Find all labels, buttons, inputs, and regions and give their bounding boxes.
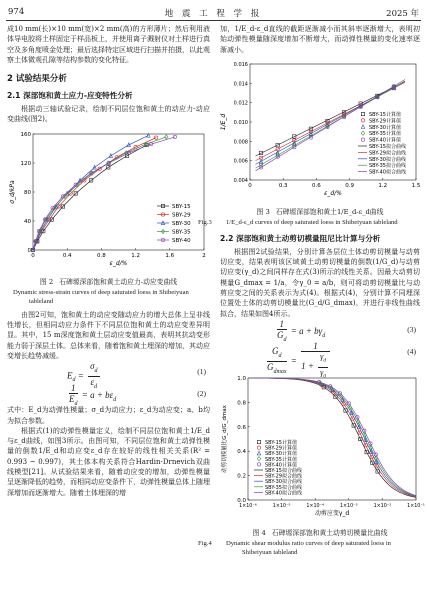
header-rule: [6, 20, 421, 21]
y-tick-label: 160: [20, 131, 31, 138]
y-tick-label: 1.0: [237, 375, 246, 382]
figure-3: [198, 58, 421, 227]
x-tick-label: 1×10⁻⁵: [272, 503, 291, 509]
modulus-ratio-chart: [220, 372, 425, 524]
running-header: [0, 0, 427, 22]
y-axis-label: 1/E_d: [220, 113, 227, 131]
figure-caption-en: Fig.4 Dynamic shear modulus ratio curves of deep saturated loess in Shibeiyuan tableland: [198, 539, 391, 556]
y-tick-label: 0.014: [233, 81, 248, 88]
legend-label: SBY-15: [172, 203, 191, 210]
x-tick-label: 1.5: [411, 182, 421, 189]
page-number: 974: [8, 7, 25, 17]
y-tick-label: 0.008: [233, 139, 248, 146]
caption-number: 图 2: [39, 277, 54, 286]
y-tick-label: 0.8: [237, 400, 246, 407]
issue-year: 2025 年: [386, 9, 419, 19]
legend-label: SBY-15拟合曲线: [265, 467, 302, 474]
x-tick-label: 0.8: [97, 252, 106, 259]
y-tick-label: 0.6: [237, 424, 246, 431]
y-axis-label: 动剪切模量比G_d/G_dmax: [222, 405, 228, 473]
intro-paragraph: 成10 mm(长)×10 mm(宽)×2 mm(高)的方形薄片；然后利用液体导电胶将土样固定于样品板上，并使用离子溅射仪对土样进行真空及多角度喷金处理；最后选择特定区域进行扫描并拍摄，以此观察土体微观孔隙等结构参数的变化特征。: [7, 25, 210, 64]
legend-label: SBY-30计算值: [369, 124, 401, 131]
paragraph: 根据动三轴试验记录，绘制不同层位饱和黄土的动应力-动应变曲线(图2)。: [7, 105, 210, 124]
equation-number: (4): [407, 346, 416, 356]
legend-label: SBY-40计算值: [369, 137, 401, 144]
y-tick-label: 0.006: [233, 158, 248, 165]
data-point: [257, 440, 260, 443]
x-tick-label: 1.2: [131, 252, 140, 259]
legend-label: SBY-35拟合曲线: [265, 484, 302, 491]
legend-label: SBY-35计算值: [265, 456, 297, 463]
figure-4: [198, 372, 425, 557]
data-point: [361, 131, 364, 135]
y-tick-label: 0.4: [237, 449, 246, 456]
data-point: [165, 135, 168, 139]
data-point: [361, 138, 364, 141]
x-tick-label: 1×10⁻⁶: [239, 503, 257, 509]
data-point: [257, 463, 260, 466]
figure-caption-en: Fig.3 1/E_d-ε_d curves of deep saturated loess in Shibeiyuan tableland: [198, 218, 398, 226]
figure-caption-cn: [7, 278, 210, 287]
data-point: [257, 446, 260, 449]
y-tick-label: 120: [20, 160, 31, 167]
y-tick-label: 0.0: [237, 497, 246, 504]
caption-text: 石碑塬深部饱和黄土动应力-动应变曲线: [59, 277, 178, 286]
data-point: [361, 119, 364, 122]
y-tick-label: 0.2: [237, 473, 246, 480]
legend-label: SBY-29拟合曲线: [369, 150, 406, 157]
legend-label: SBY-40拟合曲线: [265, 490, 302, 497]
subsection-heading: 2.2 深部饱和黄土动剪切模量阻尼比计算与分析: [220, 233, 381, 243]
figure-caption-cn: [220, 208, 420, 217]
equation-number: (2): [197, 389, 206, 399]
x-tick-label: 1.2: [378, 182, 388, 189]
subsection-heading: 2.1 深部饱和黄土应力-应变特性分析: [7, 91, 133, 101]
paragraph: 根据式(1)的动弹性模量定义，绘制不同层位饱和黄土1/E_d与ε_d曲线，如图3所示。由图可知，不同层位饱和黄土动弹性模量的倒数1/E_d和动应变ε_d存在较好的线性相关关系(R² = 0.993 ~ 0.997)，其土体本构关系符合Hardin-Drnevich双曲线模型[21]。从试验结果来看，随着动应变的增加，动弹性模量呈逐渐降低的趋势，而相同动应变条件下，动弹性模量总体上随埋深增加而逐渐增大。随着土体埋深的增: [7, 426, 210, 497]
legend-label: SBY-30计算值: [265, 451, 297, 458]
y-tick-label: 0.016: [233, 61, 248, 68]
legend-label: SBY-30: [172, 220, 191, 227]
legend-label: SBY-29计算值: [265, 445, 297, 452]
y-axis-label: σ_d/kPa: [9, 180, 16, 204]
equation-2: $\frac{1}{E_d}$ = $a + b\varepsilon_d$ (2): [69, 383, 206, 408]
legend-label: SBY-15拟合曲线: [369, 143, 406, 150]
x-tick-label: 0.6: [312, 182, 321, 189]
paragraph: 根据图2试验结果，分别计算各层位土体动剪切模量与动剪切应变，结果表明该区域黄土动剪切模量的倒数(1/G_d)与动剪切应变(γ_d)之间同样存在式(3)所示的线性关系。因最大动剪切模量G_dmax = 1/a，令γ_0 = a/b，则可将动剪切模量比与动剪应变之间的关系表示为式(4)。根据式(4)，分别计算不同埋深位置处土体的动剪切模量比(G_d/G_dmax)，并进行非线性曲线拟合，结果如图4所示。: [220, 247, 420, 318]
legend-label: SBY-29拟合曲线: [265, 473, 302, 480]
y-tick-label: 40: [24, 218, 31, 225]
x-tick-label: 2: [202, 252, 206, 259]
x-tick-label: 0: [248, 182, 252, 189]
y-tick-label: 0.012: [233, 100, 248, 107]
x-tick-label: 1×10⁻³: [339, 503, 358, 509]
intro-paragraph: 加，1/E_d-ε_d直线的截距逐渐减小而其斜率逐渐增大，表明初始动弹性模量随深度增加不断增大，而动弹性模量的变化速率逐渐减小。: [220, 25, 420, 54]
equation-number: (1): [197, 367, 206, 377]
section-heading: 2 试验结果分析: [7, 74, 67, 85]
x-axis-label: ε_d/%: [109, 259, 128, 267]
caption-text: 石碑塬深部饱和黄土1/E_d-ε_d曲线: [275, 207, 384, 216]
x-tick-label: 0.4: [62, 252, 72, 259]
y-tick-label: 0.010: [233, 119, 248, 126]
figure-caption-en: [7, 288, 210, 306]
data-point: [257, 451, 260, 455]
legend-label: SBY-40计算值: [265, 462, 297, 469]
x-tick-label: 1×10⁻²: [373, 503, 392, 509]
paragraph: 式中：E_d为动弹性模量；σ_d为动应力；ε_d为动应变；a、b均为拟合参数。: [7, 406, 210, 425]
x-axis-label: ε_d/%: [324, 189, 342, 197]
left-column: [7, 24, 210, 498]
series-line: [33, 145, 147, 250]
stress-strain-chart: [7, 128, 210, 273]
data-point: [361, 125, 364, 129]
y-tick-label: 0: [27, 247, 31, 254]
x-tick-label: 1×10⁻⁴: [306, 503, 325, 509]
legend-label: SBY-30拟合曲线: [369, 156, 406, 163]
journal-title: 地 震 工 程 学 报: [164, 9, 263, 19]
x-tick-label: 0.3: [278, 182, 288, 189]
caption-text: Dynamic stress-strain curves of deep saturated loess in Shibeiyuan tableland: [13, 288, 189, 305]
legend-label: SBY-30拟合曲线: [265, 479, 302, 486]
equation-3: $\frac{1}{G_d}$ = $a + b\gamma_d$ (3): [277, 318, 416, 343]
legend-label: SBY-40: [172, 237, 191, 244]
y-tick-label: 80: [24, 189, 31, 196]
x-tick-label: 0: [31, 252, 35, 259]
legend-label: SBY-29: [172, 212, 191, 219]
y-tick-label: 0.004: [233, 177, 248, 184]
x-axis-label: 动剪应变γ_d: [314, 509, 350, 517]
figure-2: [7, 128, 210, 306]
series-line: [33, 137, 166, 250]
data-point: [257, 457, 260, 461]
legend-label: SBY-15计算值: [265, 439, 297, 446]
equation-number: (3): [407, 324, 416, 334]
x-tick-label: 1×10⁻¹: [407, 503, 425, 509]
equation-4: $\frac{G_d}{G_{dmax}}$ = 1 1 + $\frac{\gamma_d}{\gamma_0}$ (4): [267, 340, 416, 380]
right-column: [198, 24, 425, 557]
data-point: [361, 112, 364, 115]
legend-label: SBY-35拟合曲线: [369, 163, 406, 170]
caption-text: Dynamic shear modulus ratio curves of deep saturated loess in Shibeiyuan tableland: [226, 539, 391, 556]
legend-label: SBY-29计算值: [369, 118, 401, 125]
legend-label: SBY-40拟合曲线: [369, 169, 406, 176]
caption-text: 1/E_d-ε_d curves of deep saturated loess in Shibeiyuan tableland: [226, 218, 398, 226]
caption-text: 石碑塬深部饱和黄土动剪切模量比曲线: [271, 528, 388, 537]
series-line: [33, 137, 156, 249]
caption-number: 图 4: [252, 528, 266, 537]
legend-label: SBY-35: [172, 229, 191, 236]
figure-caption-cn: [220, 529, 420, 538]
x-tick-label: 0.9: [345, 182, 354, 189]
legend-label: SBY-35计算值: [369, 131, 401, 138]
legend-label: SBY-15计算值: [369, 111, 401, 118]
caption-number: 图 3: [256, 207, 270, 216]
x-tick-label: 1.6: [165, 252, 175, 259]
series-line: [33, 135, 148, 250]
series-line: [33, 137, 175, 250]
inverse-modulus-chart: [220, 58, 420, 203]
paragraph: 由图2可知，饱和黄土的动应变随动应力的增大总体上呈非线性增长，但相同动应力条件下不同层位饱和黄土的动应变差异明显。其中，15 m深度饱和黄土层动应变值最高，表明其抗动变形能力弱于深层土体。总体来看，随着饱和黄土埋深的增加，其动应变增长趋势减缓。: [7, 310, 210, 360]
equation-1: $E_d$ = $\frac{\sigma_d}{\varepsilon_d}$ (1): [67, 361, 206, 390]
